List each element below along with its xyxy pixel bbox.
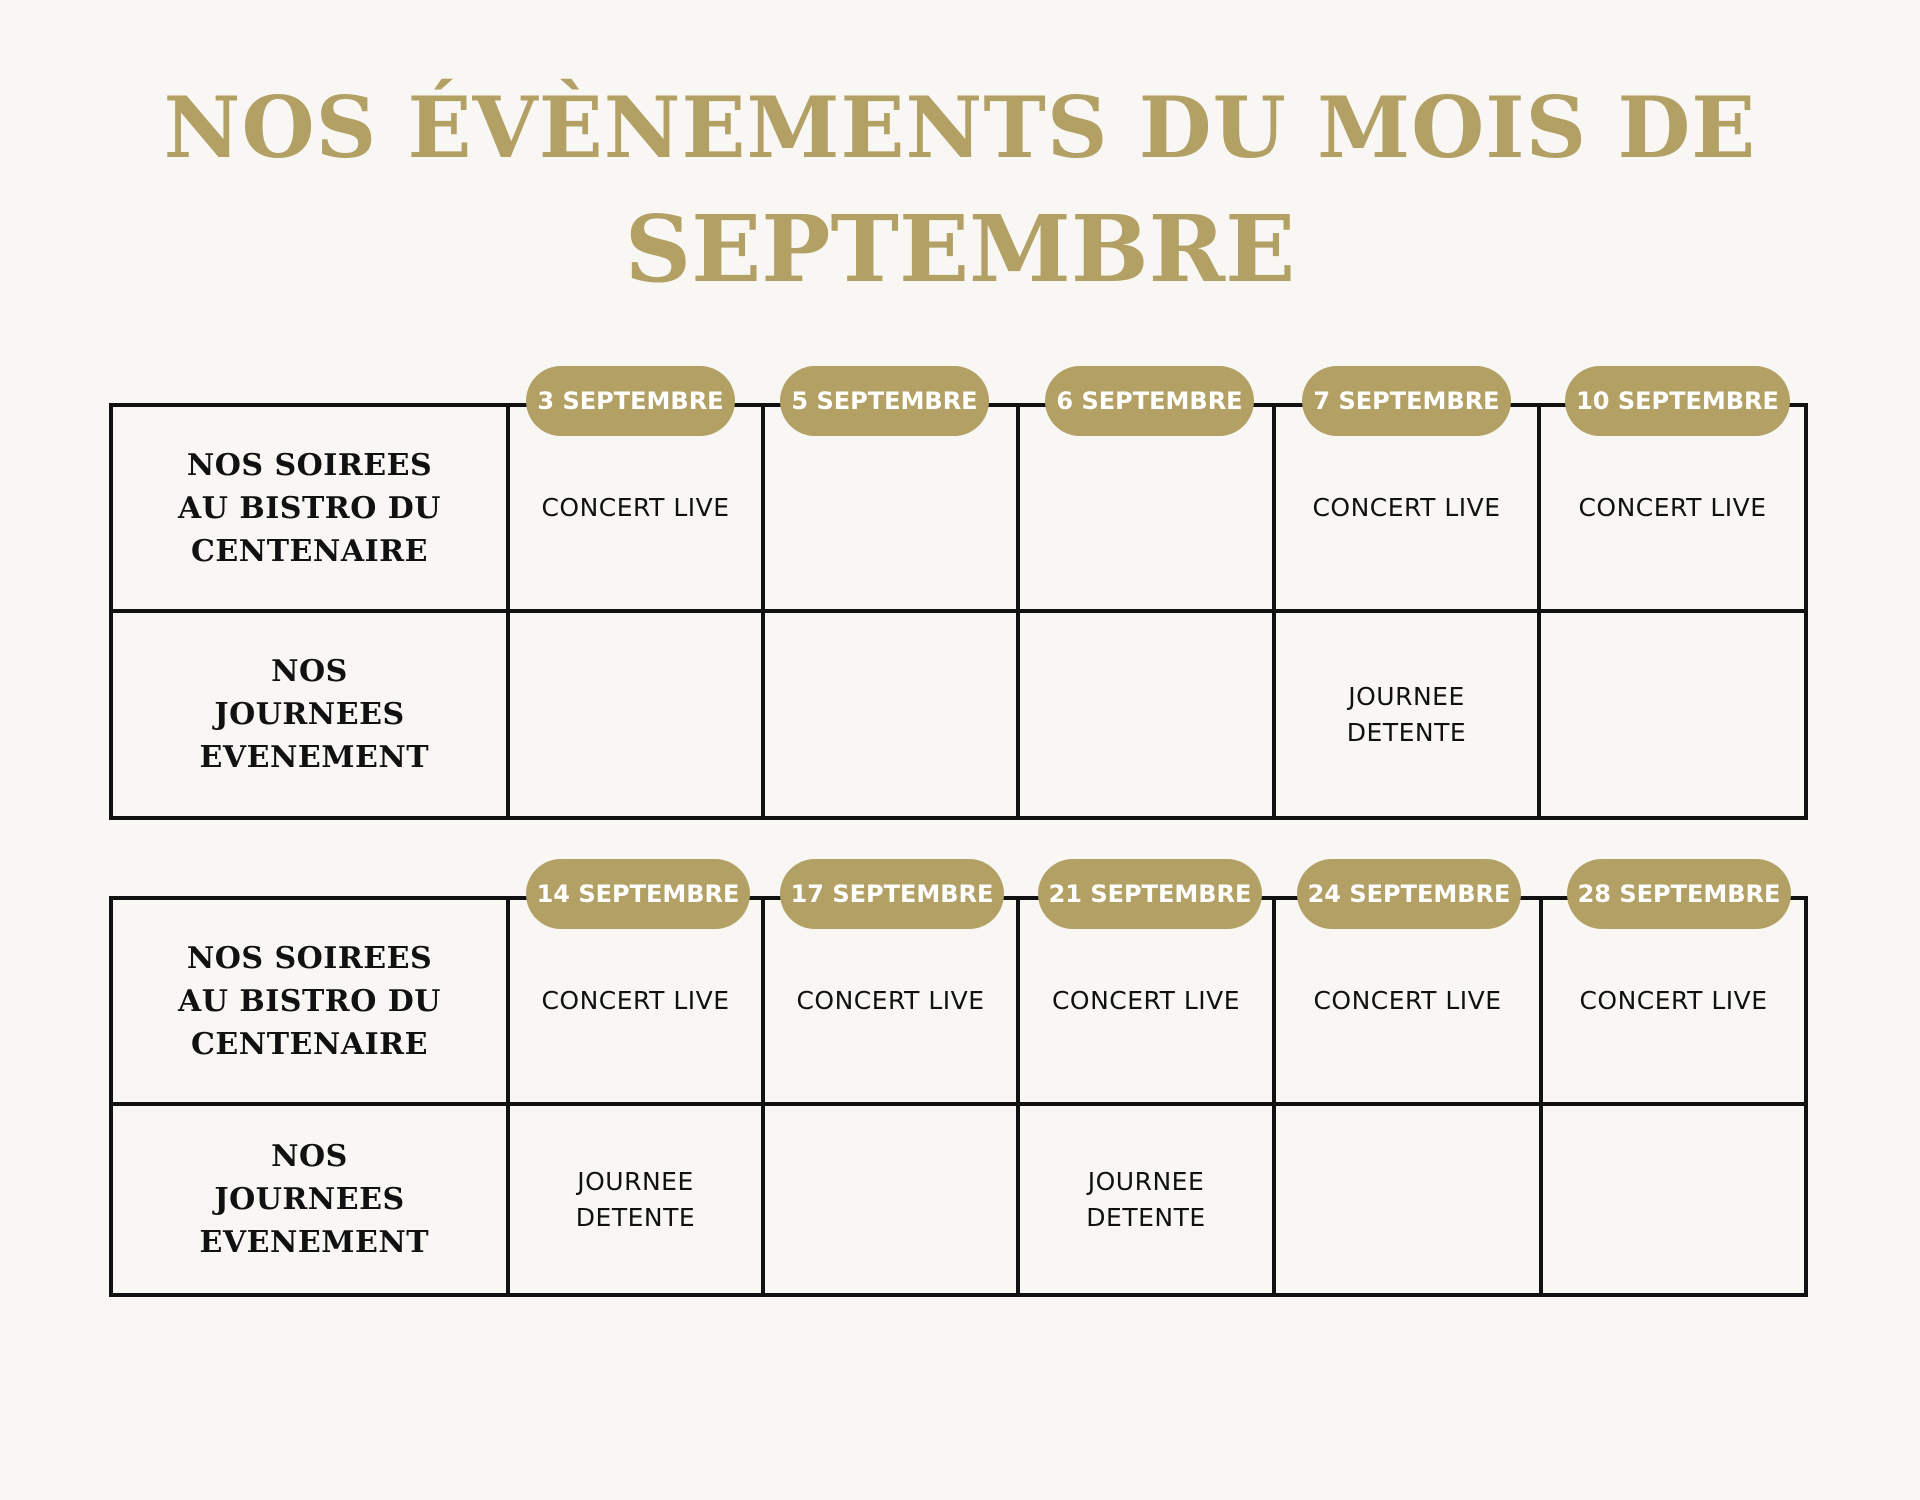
event-cell: JOURNEE DETENTE	[1274, 611, 1539, 818]
event-cell	[508, 611, 763, 818]
event-cell: JOURNEE DETENTE	[1018, 1104, 1274, 1295]
event-cell	[1018, 611, 1274, 818]
event-cell: JOURNEE DETENTE	[508, 1104, 763, 1295]
event-cell: CONCERT LIVE	[1539, 405, 1806, 611]
schedule-table-1	[109, 387, 1804, 820]
page-title-line-1: NOS ÉVÈNEMENTS DU MOIS DE	[163, 78, 1757, 177]
date-pill: 24 SEPTEMBRE	[1297, 859, 1521, 929]
event-cell	[763, 1104, 1018, 1295]
date-pill: 3 SEPTEMBRE	[526, 366, 735, 436]
date-pill: 21 SEPTEMBRE	[1038, 859, 1262, 929]
page-title-line-2: SEPTEMBRE	[624, 195, 1296, 303]
date-pill: 10 SEPTEMBRE	[1565, 366, 1790, 436]
schedule-grid-1	[109, 403, 1808, 820]
event-cell: CONCERT LIVE	[1018, 898, 1274, 1104]
row-label-soirees: NOS SOIREES AU BISTRO DU CENTENAIRE	[111, 898, 508, 1104]
table-row	[111, 1104, 1806, 1295]
event-cell: CONCERT LIVE	[508, 898, 763, 1104]
row-label-journees: NOS JOURNEES EVENEMENT	[111, 1104, 508, 1295]
date-pill: 6 SEPTEMBRE	[1045, 366, 1254, 436]
event-cell	[763, 611, 1018, 818]
date-pill: 5 SEPTEMBRE	[780, 366, 989, 436]
schedule-table-2	[109, 880, 1804, 1297]
date-pill: 7 SEPTEMBRE	[1302, 366, 1511, 436]
event-cell: CONCERT LIVE	[1274, 405, 1539, 611]
date-pill: 28 SEPTEMBRE	[1567, 859, 1791, 929]
row-label-soirees: NOS SOIREES AU BISTRO DU CENTENAIRE	[111, 405, 508, 611]
event-cell	[1539, 611, 1806, 818]
date-pill: 17 SEPTEMBRE	[780, 859, 1004, 929]
event-cell: CONCERT LIVE	[508, 405, 763, 611]
row-label-journees: NOS JOURNEES EVENEMENT	[111, 611, 508, 818]
event-cell: CONCERT LIVE	[1541, 898, 1806, 1104]
event-cell: CONCERT LIVE	[1274, 898, 1541, 1104]
page-title	[0, 70, 1920, 312]
table-row	[111, 405, 1806, 611]
table-row	[111, 611, 1806, 818]
date-pill: 14 SEPTEMBRE	[526, 859, 750, 929]
event-cell: CONCERT LIVE	[763, 898, 1018, 1104]
event-cell	[1274, 1104, 1541, 1295]
event-cell	[1541, 1104, 1806, 1295]
schedule-grid-2	[109, 896, 1808, 1297]
